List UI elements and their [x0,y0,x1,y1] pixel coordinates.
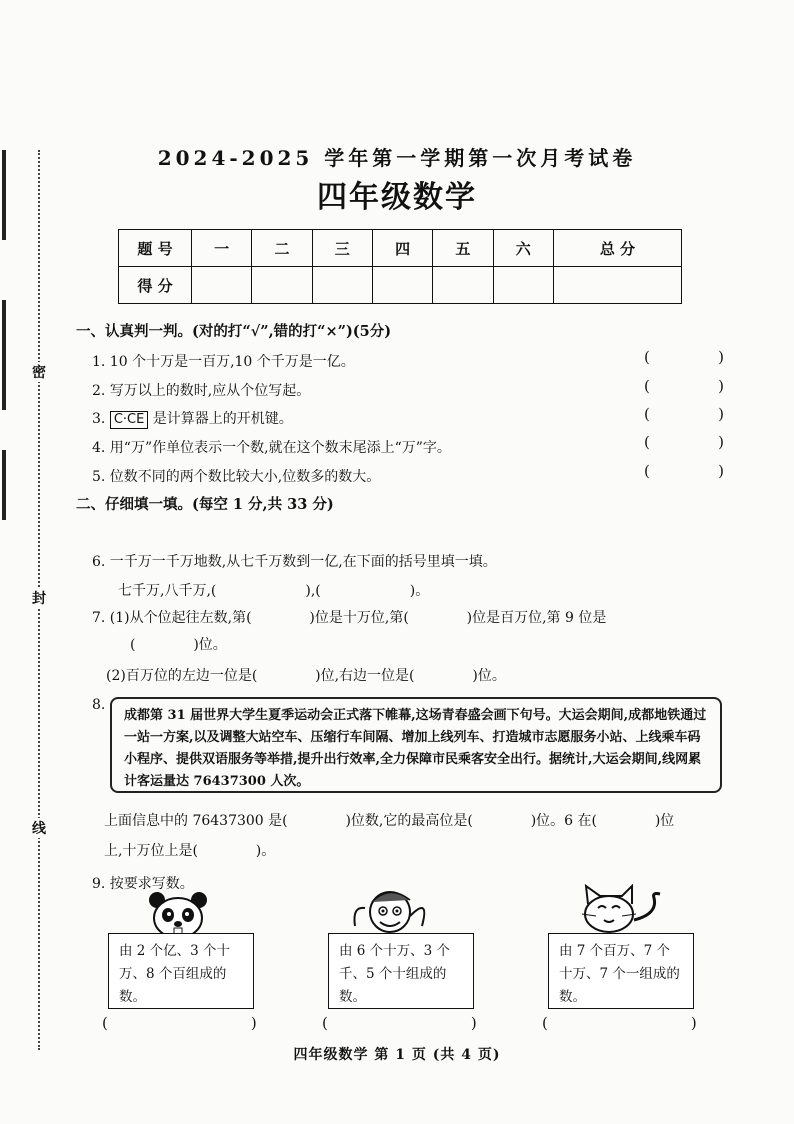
judge-item-3 [92,408,293,429]
score-cell[interactable] [493,267,553,304]
score-cell[interactable] [312,267,372,304]
cat-icon [574,884,664,936]
answer-paren-5[interactable]: ( ) [644,462,724,480]
scan-edge-mark [2,450,6,520]
question-9-card-1: 由 2 个亿、3 个十万、8 个百组成的数。 [108,933,254,1009]
news-info-box: 成都第 31 届世界大学生夏季运动会正式落下帷幕,这场青春盛会画下句号。大运会期间,成都地铁通过一站一方案,以及调整大站空车、压缩行车间隔、增加上线列车、打造城市志愿服务小站、上线乘车码小程序、提供双语服务等举措,提升出行效率,全力保障市民乘客安全出行。据统计,大运会期间,线网累计客运量达 76437300 人次。 [110,697,722,793]
question-9-answer-3[interactable]: ( ) [542,1014,697,1032]
score-cell[interactable] [372,267,432,304]
judge-item-4: 4. 用“万”作单位表示一个数,就在这个数末尾添上“万”字。 [92,440,451,456]
score-cell[interactable] [553,267,681,304]
calculator-key-label: C·CE [110,411,149,429]
question-9-card-3: 由 7 个百万、7 个十万、7 个一组成的数。 [548,933,694,1009]
score-header-cell: 一 [192,230,252,267]
section1-heading: 一、认真判一判。(对的打“√”,错的打“×”)(5分) [76,323,392,340]
panda-icon [143,890,213,936]
score-value-row [119,267,682,304]
answer-paren-1[interactable]: ( ) [644,348,724,366]
question-8-line2[interactable]: 上,十万位上是( )。 [104,843,276,859]
judge-item-3-text: 是计算器上的开机键。 [152,411,293,427]
score-cell[interactable] [192,267,252,304]
binding-char-feng: 封 [30,588,48,608]
score-cell[interactable] [433,267,493,304]
page-footer: 四年级数学 第 1 页 (共 4 页) [293,1047,501,1063]
binding-char-xian: 线 [30,818,48,838]
score-header-cell: 总 分 [553,230,681,267]
question-9-answer-2[interactable]: ( ) [322,1014,477,1032]
scan-edge-mark [2,300,6,410]
question-7-part1-cont[interactable]: ( )位。 [130,637,227,653]
score-header-cell: 四 [372,230,432,267]
question-8-number: 8. [92,697,106,713]
question-6-blanks[interactable]: 七千万,八千万,( ),( )。 [118,583,430,599]
score-row-label: 得 分 [119,267,192,304]
judge-item-5: 5. 位数不同的两个数比较大小,位数多的数大。 [92,469,381,485]
score-header-cell: 五 [433,230,493,267]
answer-paren-2[interactable]: ( ) [644,377,724,395]
question-7-part2[interactable]: (2)百万位的左边一位是( )位,右边一位是( )位。 [106,668,506,684]
monkey-icon [350,886,440,936]
score-header-row [119,230,682,267]
question-9-answer-1[interactable]: ( ) [102,1014,257,1032]
exam-title: 2024-2025 学年第一学期第一次月考试卷 [157,146,637,170]
exam-subtitle: 四年级数学 [317,180,477,215]
score-header-cell: 六 [493,230,553,267]
question-6: 6. 一千万一千万地数,从七千万数到一亿,在下面的括号里填一填。 [92,554,497,570]
score-header-cell: 三 [312,230,372,267]
score-table [118,229,682,304]
judge-item-2: 2. 写万以上的数时,应从个位写起。 [92,383,311,399]
section2-heading: 二、仔细填一填。(每空 1 分,共 33 分) [76,496,334,513]
score-cell[interactable] [252,267,312,304]
question-9-card-2: 由 6 个十万、3 个千、5 个十组成的数。 [328,933,474,1009]
binding-char-mi: 密 [30,362,48,382]
judge-item-1: 1. 10 个十万是一百万,10 个千万是一亿。 [92,354,355,370]
question-7-part1[interactable]: 7. (1)从个位起往左数,第( )位是十万位,第( )位是百万位,第 9 位是 [92,610,607,626]
question-9: 9. 按要求写数。 [92,876,194,892]
answer-paren-4[interactable]: ( ) [644,433,724,451]
judge-item-3-number: 3. [92,411,106,427]
answer-paren-3[interactable]: ( ) [644,405,724,423]
score-header-cell: 题 号 [119,230,192,267]
score-header-cell: 二 [252,230,312,267]
question-8-line1[interactable]: 上面信息中的 76437300 是( )位数,它的最高位是( )位。6 在( )位 [104,813,675,829]
